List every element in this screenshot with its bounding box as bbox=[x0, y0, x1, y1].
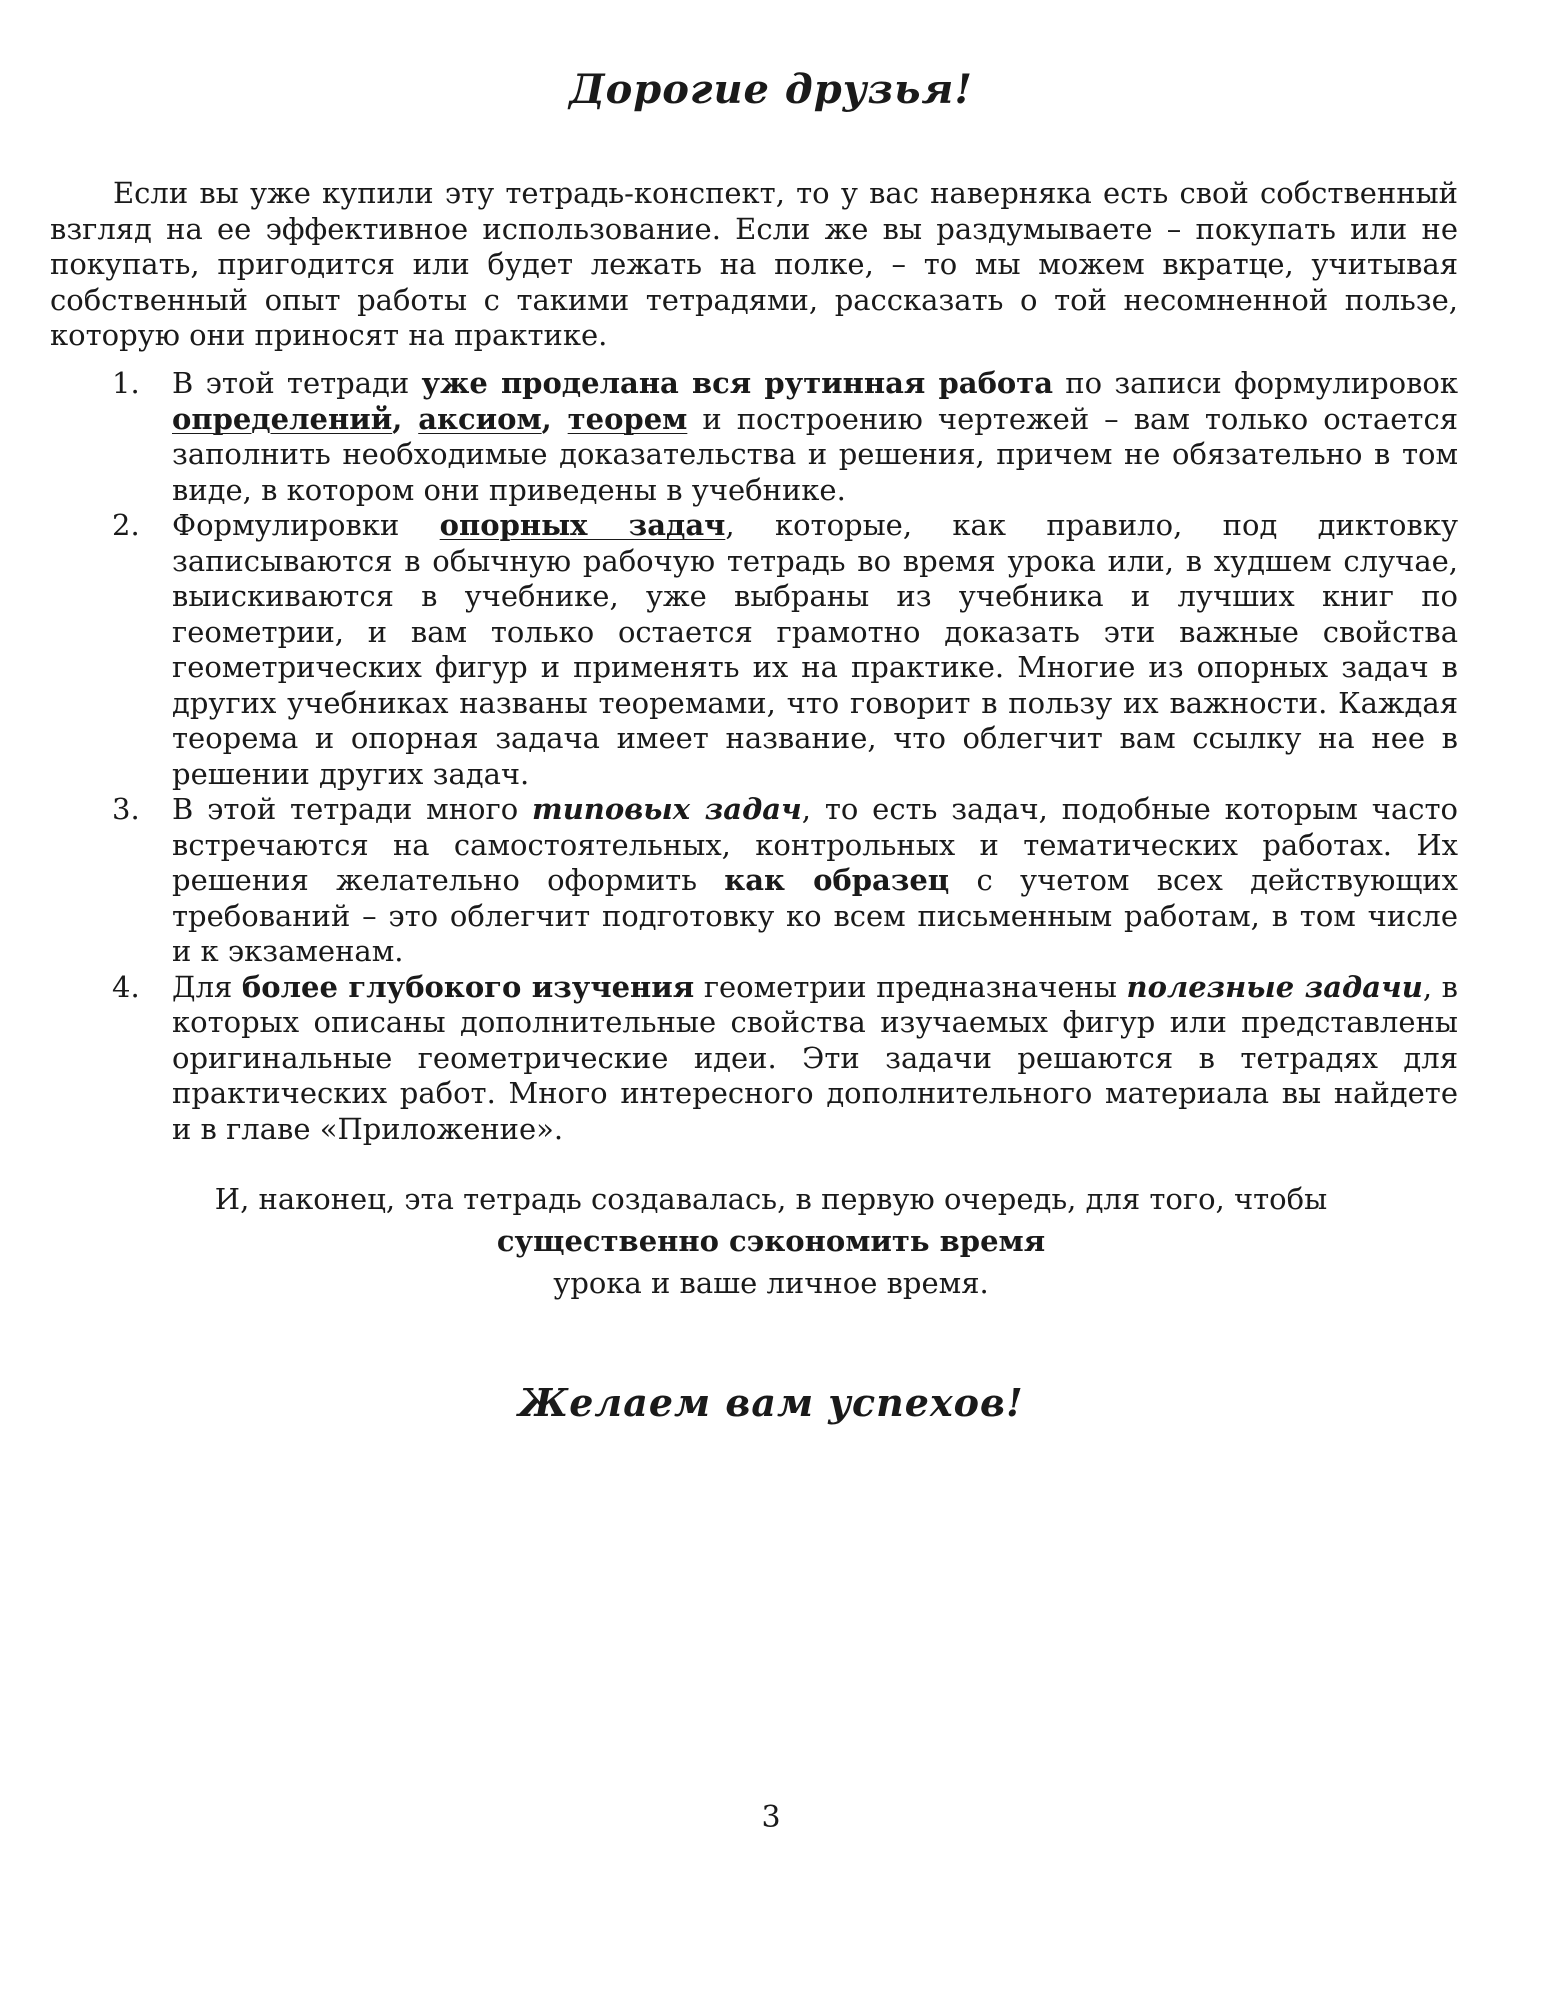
intro-paragraph: Если вы уже купили эту тетрадь-конспект, то у вас наверняка есть свой собственный взгляд на ее эффективное использование. Если же вы раздумываете – покупать или не покупать, пригодится или будет лежать на полке, – то мы можем вкратце, учитывая собственный опыт работы с такими тетрадями, рассказать о той несомненной пользе, которую они приносят на практике. bbox=[50, 176, 1458, 352]
item-text: по записи формулировок bbox=[1053, 366, 1459, 400]
list-item-number: 1. bbox=[112, 366, 140, 400]
item-text: В этой тетради много bbox=[172, 792, 533, 826]
item-underlined-term: определений bbox=[172, 401, 393, 436]
item-text: , которые, как правило, под диктовку записываются в обычную рабочую тетрадь во время урока или, в худшем случае, выискиваются в учебнике, уже выбраны из учебника и лучших книг по геометрии, и вам только остается грамотно доказать эти важные свойства геометрических фигур и применять их на практике. Многие из опорных задач в других учебниках названы теоремами, что говорит в пользу их важности. Каждая теорема и опорная задача имеет название, что облегчит вам ссылку на нее в решении других задач. bbox=[172, 508, 1459, 791]
list-item bbox=[50, 970, 1458, 1148]
closing-line: И, наконец, эта тетрадь создавалась, в первую очередь, для того, чтобы bbox=[214, 1182, 1328, 1216]
page-number: 3 bbox=[761, 1800, 781, 1835]
item-text: , в которых описаны дополнительные свойства изучаемых фигур или представлены оригинальные геометрические идеи. Эти задачи решаются в тетрадях для практических работ. Много интересного дополнительного материала вы найдете и в главе «Приложение». bbox=[172, 969, 1458, 1146]
benefits-list bbox=[50, 366, 1458, 1147]
item-text: и построению чертежей – вам только остается заполнить необходимые доказательства и решения, причем не обязательно в том виде, в котором они приведены в учебнике. bbox=[172, 401, 1458, 507]
list-item bbox=[50, 792, 1458, 970]
item-text: Формулировки bbox=[172, 508, 440, 542]
item-text: геометрии предназначены bbox=[694, 969, 1127, 1004]
item-bold-text: более глубокого изучения bbox=[241, 969, 695, 1004]
item-text: с учетом всех действующих требований – это облегчит подготовку ко всем письменным работам, в том числе и к экзаменам. bbox=[172, 863, 1458, 968]
item-bold-text: уже проделана вся рутинная работа bbox=[421, 366, 1054, 400]
list-item-number: 3. bbox=[112, 792, 140, 826]
closing-emphasis: существенно сэкономить время bbox=[496, 1224, 1046, 1258]
item-text: В этой тетради bbox=[172, 366, 422, 400]
closing-wish: Желаем вам успехов! bbox=[518, 1380, 1024, 1425]
list-item bbox=[50, 508, 1458, 792]
item-text: Для bbox=[172, 969, 242, 1004]
page-title: Дорогие друзья! bbox=[569, 66, 973, 113]
item-underlined-term: опорных задач bbox=[439, 508, 726, 542]
item-bold-italic-term: типовых задач bbox=[532, 792, 802, 826]
closing-paragraph bbox=[0, 1178, 1542, 1304]
item-underlined-term: теорем bbox=[567, 401, 688, 436]
item-separator: , bbox=[541, 401, 568, 436]
closing-line: урока и ваше личное время. bbox=[553, 1266, 989, 1300]
list-item bbox=[50, 366, 1458, 508]
item-separator: , bbox=[392, 401, 419, 436]
list-item-number: 4. bbox=[112, 969, 140, 1004]
item-bold-text: как образец bbox=[724, 863, 950, 897]
item-underlined-term: аксиом bbox=[418, 401, 542, 436]
item-text: , то есть задач, подобные которым часто встречаются на самостоятельных, контрольных и тематических работах. Их решения желательно оформить bbox=[172, 792, 1459, 897]
list-item-number: 2. bbox=[112, 508, 140, 542]
item-bold-italic-term: полезные задачи bbox=[1126, 969, 1423, 1004]
